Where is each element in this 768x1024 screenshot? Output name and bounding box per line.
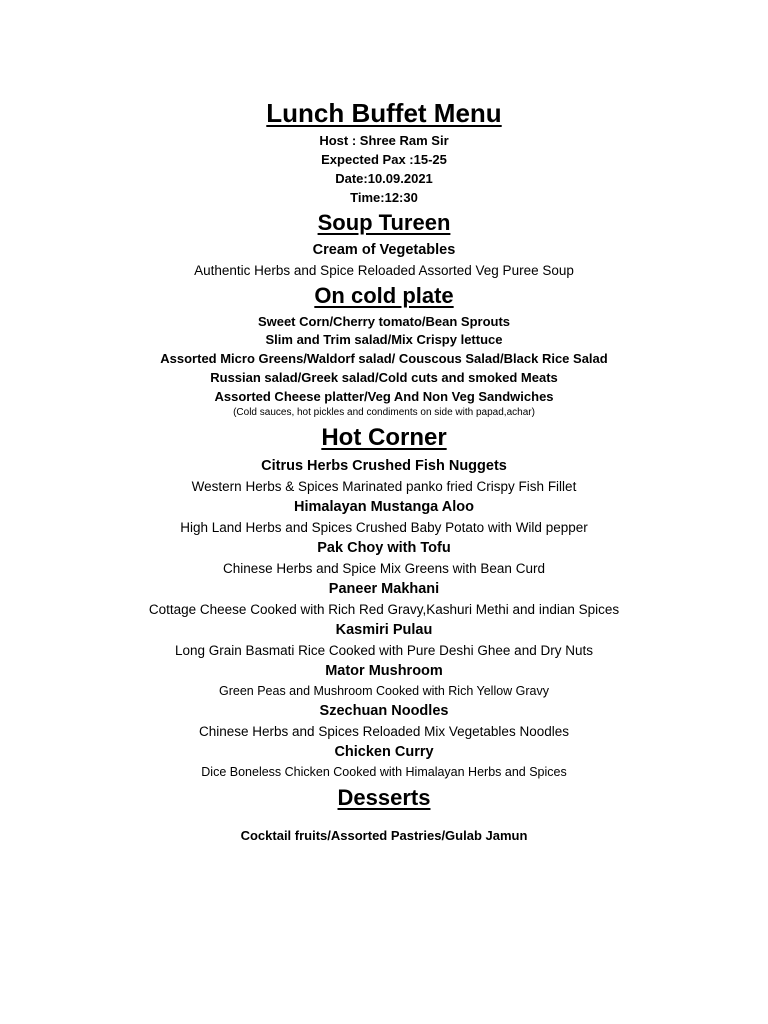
date-line: Date:10.09.2021: [335, 171, 433, 186]
dish-description: Cottage Cheese Cooked with Rich Red Gravy,Kashuri Methi and indian Spices: [148, 602, 620, 617]
time-line: Time:12:30: [350, 190, 418, 205]
dish-description: Chinese Herbs and Spice Mix Greens with Bean Curd: [223, 561, 545, 576]
dish-name: Cream of Vegetables: [312, 242, 456, 258]
host-line: Host : Shree Ram Sir: [319, 133, 449, 148]
dish-description: Dice Boneless Chicken Cooked with Himalayan Herbs and Spices: [201, 765, 567, 779]
dish-name: Chicken Curry: [334, 744, 434, 760]
cold-plate-line: Slim and Trim salad/Mix Crispy lettuce: [265, 332, 503, 347]
cold-plate-line: Assorted Micro Greens/Waldorf salad/ Couscous Salad/Black Rice Salad: [160, 351, 608, 366]
dish-name: Citrus Herbs Crushed Fish Nuggets: [261, 458, 507, 474]
desserts-items: Cocktail fruits/Assorted Pastries/Gulab Jamun: [240, 828, 528, 843]
cold-plate-line: Assorted Cheese platter/Veg And Non Veg Sandwiches: [214, 389, 554, 404]
section-heading-soup: Soup Tureen: [317, 210, 451, 235]
dish-description: Chinese Herbs and Spices Reloaded Mix Vegetables Noodles: [199, 724, 569, 739]
dish-name: Himalayan Mustanga Aloo: [294, 499, 474, 515]
cold-plate-line: Russian salad/Greek salad/Cold cuts and smoked Meats: [210, 370, 558, 385]
cold-plate-note: (Cold sauces, hot pickles and condiments on side with papad,achar): [233, 407, 535, 418]
dish-name: Paneer Makhani: [328, 581, 440, 597]
dish-description: Long Grain Basmati Rice Cooked with Pure Deshi Ghee and Dry Nuts: [175, 643, 593, 658]
section-heading-desserts: Desserts: [337, 785, 431, 810]
dish-description: Green Peas and Mushroom Cooked with Rich Yellow Gravy: [218, 684, 550, 698]
dish-name: Pak Choy with Tofu: [317, 540, 451, 556]
section-heading-hot-corner: Hot Corner: [321, 424, 447, 451]
expected-pax-line: Expected Pax :15-25: [321, 152, 447, 167]
menu-title: Lunch Buffet Menu: [266, 98, 502, 128]
dish-description: Western Herbs & Spices Marinated panko fried Crispy Fish Fillet: [191, 479, 577, 494]
section-heading-cold-plate: On cold plate: [314, 283, 454, 308]
dish-description: Authentic Herbs and Spice Reloaded Assorted Veg Puree Soup: [194, 263, 574, 278]
dish-name: Szechuan Noodles: [319, 703, 449, 719]
dish-description: High Land Herbs and Spices Crushed Baby Potato with Wild pepper: [180, 520, 588, 535]
dish-name: Mator Mushroom: [325, 663, 443, 679]
cold-plate-line: Sweet Corn/Cherry tomato/Bean Sprouts: [257, 314, 511, 329]
dish-name: Kasmiri Pulau: [335, 622, 433, 638]
